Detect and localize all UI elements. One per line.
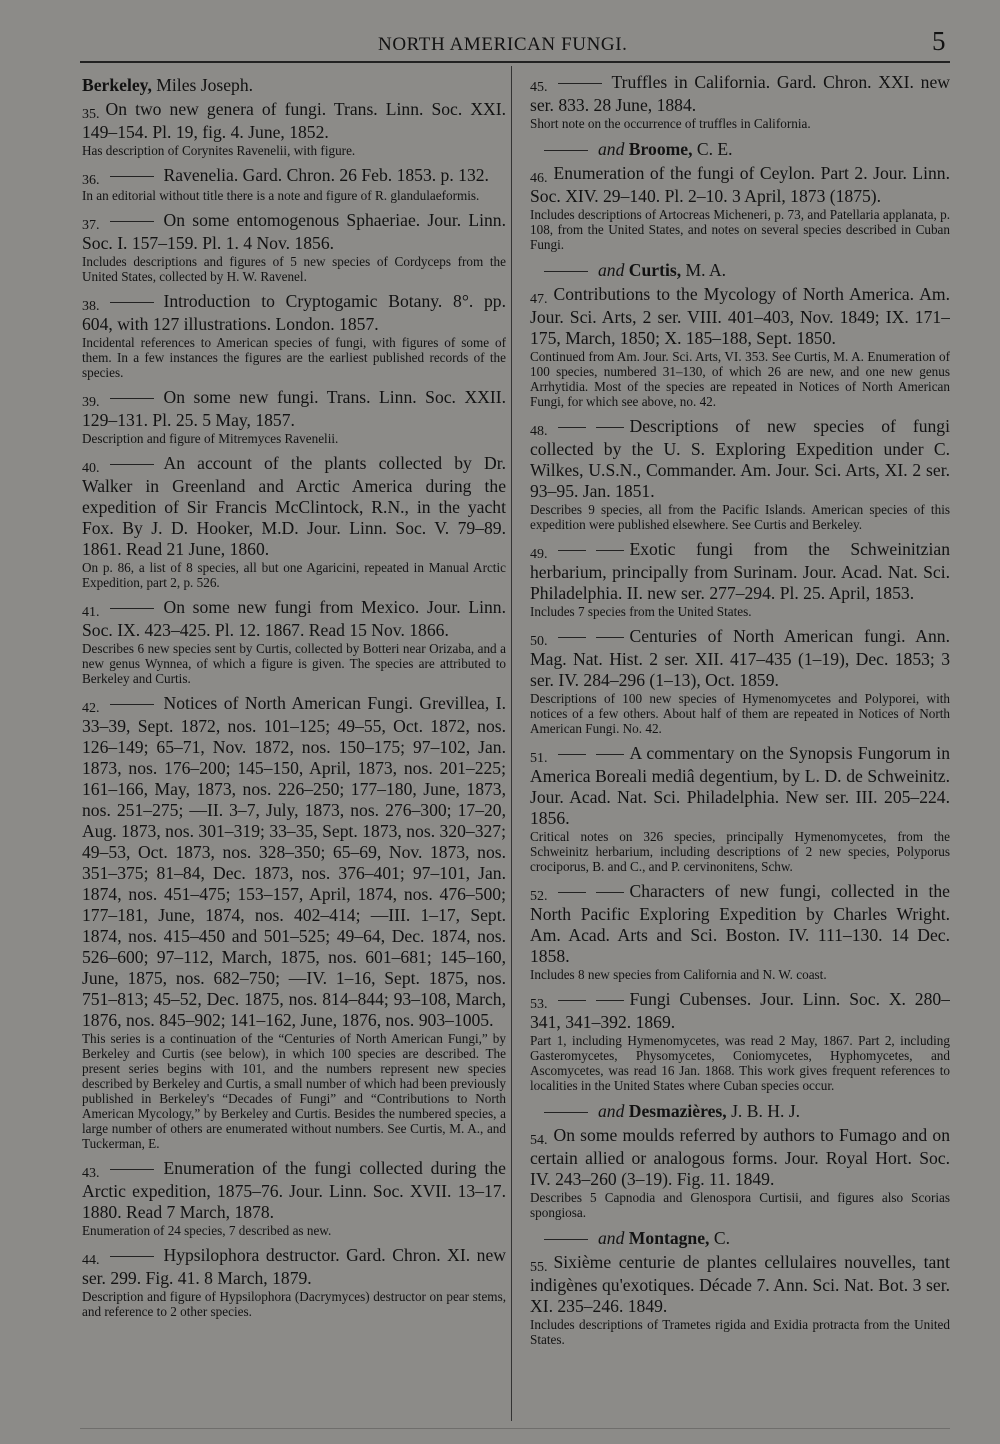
ditto-dash	[110, 464, 154, 465]
entry-annotation: Describes 9 species, all from the Pacific Islands. American species of this expedition were published elsewhere. See Curtis and Berkeley.	[530, 502, 950, 532]
ditto-dash	[110, 398, 154, 399]
coauthor-given-names: M. A.	[681, 260, 727, 280]
bibliography-entry	[530, 539, 950, 619]
entry-text: Notices of North American Fungi. Grevillea, I. 33–39, Sept. 1872, nos. 101–125; 49–55, Oct. 1872, nos. 126–149; 65–71, Nov. 1872, nos. 150–175; 97–102, Jan. 1873, nos. 176–200; 145–150, April, 1873, nos. 201–225; 161–166, May, 1873, nos. 226–250; 177–180, June, 1873, nos. 251–275; —II. 3–7, July, 1873, nos. 276–300; 17–20, Aug. 1873, nos. 301–319; 33–35, Sept. 1873, nos. 320–327; 49–53, Oct. 1873, nos. 328–350; 65–69, Nov. 1873, nos. 351–375; 81–84, Dec. 1873, nos. 376–401; 97–101, Jan. 1874, nos. 451–475; 153–157, April, 1874, nos. 476–500; 177–181, June, 1874, nos. 402–414; —III. 1–17, Sept. 1874, nos. 415–450 and 501–525; 49–64, Dec. 1874, nos. 526–600; 97–112, March, 1875, nos. 601–681; 145–160, June, 1875, nos. 682–750; —IV. 1–16, Sept. 1875, nos. 751–813; 45–52, Dec. 1875, nos. 814–844; 93–108, March, 1876, nos. 845–902; 141–162, June, 1876, nos. 903–1005.	[82, 693, 506, 1030]
entry-annotation: Describes 5 Capnodia and Glenospora Curtisii, and figures also Scorias spongiosa.	[530, 1190, 950, 1220]
entry-text: Enumeration of the fungi of Ceylon. Part 2. Jour. Linn. Soc. XIV. 29–140. Pl. 2–10. 3 April, 1873 (1875).	[530, 163, 950, 206]
ditto-dash	[544, 150, 588, 151]
entry-citation	[530, 989, 950, 1033]
ditto-dash	[558, 83, 602, 84]
entry-text: Descriptions of new species of fungi collected by the U. S. Exploring Expedition under C. Wilkes, U.S.N., Commander. Am. Jour. Sci. Arts, XI. 2 ser. 93–95. Jan. 1851.	[530, 416, 950, 501]
coauthor-heading	[530, 259, 950, 281]
entry-number: 54.	[530, 1133, 548, 1148]
entry-text: On some moulds referred by authors to Fumago and on certain allied or analogous forms. Jour. Royal Hort. Soc. IV. 243–260 (3–19). Fig. 11. 1849.	[530, 1125, 950, 1189]
entry-number: 41.	[82, 605, 100, 620]
entry-citation	[82, 1158, 506, 1223]
entry-text: Hypsilophora destructor. Gard. Chron. XI. new ser. 299. Fig. 41. 8 March, 1879.	[82, 1245, 506, 1288]
entry-number: 36.	[82, 173, 100, 188]
entry-text: Ravenelia. Gard. Chron. 26 Feb. 1853. p. 132.	[163, 165, 489, 185]
entry-citation	[530, 1125, 950, 1190]
entry-citation	[82, 387, 506, 431]
author-given-names: Miles Joseph.	[151, 75, 254, 95]
bibliography-entry	[82, 387, 506, 446]
bibliography-entry	[530, 1252, 950, 1347]
coauthor-name: Desmazières,	[628, 1101, 727, 1121]
entry-number: 43.	[82, 1166, 100, 1181]
ditto-dash	[110, 608, 154, 609]
coauthor-given-names: C.	[709, 1228, 730, 1248]
entry-text: Truffles in California. Gard. Chron. XXI. new ser. 833. 28 June, 1884.	[530, 72, 950, 115]
bibliography-entry	[530, 163, 950, 252]
entry-number: 39.	[82, 395, 100, 410]
entry-annotation: Description and figure of Mitremyces Ravenelii.	[82, 431, 339, 446]
bibliography-entry	[530, 626, 950, 736]
page-header	[0, 26, 1000, 60]
header-rule	[80, 61, 950, 63]
entry-annotation: Enumeration of 24 species, 7 described as new.	[82, 1223, 332, 1238]
ditto-dash	[558, 754, 586, 755]
coauthor-heading	[530, 138, 950, 160]
entry-number: 52.	[530, 889, 548, 904]
entry-annotation: Descriptions of 100 new species of Hymenomycetes and Polyporei, with notices of a few others. About half of them are repeated in Notices of North American Fungi. No. 42.	[530, 691, 950, 736]
bibliography-entry	[82, 165, 506, 203]
bibliography-entry	[82, 453, 506, 590]
entry-citation	[82, 291, 506, 335]
entry-citation	[530, 881, 950, 967]
ditto-dash	[596, 1000, 624, 1001]
ditto-dash	[110, 221, 154, 222]
bibliography-entry	[530, 72, 950, 131]
and-connector: and	[598, 139, 625, 159]
bibliography-entry	[530, 989, 950, 1093]
entry-text: Centuries of North American fungi. Ann. Mag. Nat. Hist. 2 ser. XII. 417–435 (1–19), Dec. 1853; 3 ser. IV. 284–296 (1–13), Oct. 1859.	[530, 626, 950, 690]
coauthor-heading	[530, 1100, 950, 1122]
entry-citation	[82, 693, 506, 1031]
entry-citation	[82, 99, 506, 143]
bibliography-entry	[530, 881, 950, 982]
entry-citation	[82, 210, 506, 254]
ditto-dash	[596, 754, 624, 755]
entry-number: 37.	[82, 218, 100, 233]
ditto-dash	[558, 892, 586, 893]
and-connector: and	[598, 1228, 625, 1248]
entry-annotation: Describes 6 new species sent by Curtis, collected by Botteri near Orizaba, and a new genus Wynnea, of which a figure is given. The species are attributed to Berkeley and Curtis.	[82, 641, 506, 686]
page-bottom-edge	[80, 1428, 950, 1429]
bibliography-entry	[530, 743, 950, 874]
entry-number: 46.	[530, 171, 548, 186]
bibliography-entry	[82, 99, 506, 158]
coauthor-heading	[530, 1227, 950, 1249]
left-column	[82, 72, 506, 1432]
entry-text: Characters of new fungi, collected in the North Pacific Exploring Expedition by Charles Wright. Am. Acad. Arts and Sci. Boston. IV. 111–130. 14 Dec. 1858.	[530, 881, 950, 966]
entry-annotation: Continued from Am. Jour. Sci. Arts, VI. 353. See Curtis, M. A. Enumeration of 100 species, numbered 31–130, of which 26 are new, and one new genus Arrhytidia. Most of the species are repeated in Notices of North American Fungi, for which see above, no. 42.	[530, 349, 950, 409]
ditto-dash	[596, 892, 624, 893]
entry-citation	[82, 1245, 506, 1289]
ditto-dash	[110, 176, 154, 177]
entry-citation	[530, 626, 950, 691]
entry-text: Exotic fungi from the Schweinitzian herbarium, principally from Surinam. Jour. Acad. Nat. Sci. Philadelphia. II. new ser. 277–294. Pl. 25. April, 1853.	[530, 539, 950, 603]
entry-number: 45.	[530, 80, 548, 95]
entry-number: 53.	[530, 997, 548, 1012]
author-name: Berkeley,	[82, 75, 152, 95]
entry-citation	[530, 416, 950, 502]
entry-citation	[82, 597, 506, 641]
ditto-dash	[110, 1256, 154, 1257]
entry-annotation: Includes 8 new species from California and N. W. coast.	[530, 967, 827, 982]
ditto-dash	[558, 550, 586, 551]
ditto-dash	[558, 427, 586, 428]
entry-number: 49.	[530, 547, 548, 562]
entry-citation	[530, 72, 950, 116]
entry-number: 44.	[82, 1253, 100, 1268]
author-heading	[82, 74, 506, 96]
coauthor-name: Broome,	[628, 139, 693, 159]
entry-annotation: On p. 86, a list of 8 species, all but one Agaricini, repeated in Manual Arctic Expedition, part 2, p. 526.	[82, 560, 506, 590]
ditto-dash	[596, 637, 624, 638]
entry-annotation: Part 1, including Hymenomycetes, was read 2 May, 1867. Part 2, including Gasteromycetes, Physomycetes, Coniomycetes, Hyphomycetes, and Ascomycetes, was read 16 Jan. 1868. This work gives frequent references to localities in the United States where Cuban species occur.	[530, 1033, 950, 1093]
entry-text: Enumeration of the fungi collected during the Arctic expedition, 1875–76. Jour. Linn. Soc. XVII. 13–17. 1880. Read 7 March, 1878.	[82, 1158, 506, 1222]
ditto-dash	[596, 427, 624, 428]
entry-number: 51.	[530, 751, 548, 766]
coauthor-given-names: C. E.	[692, 139, 733, 159]
bibliography-entry	[530, 1125, 950, 1220]
and-connector: and	[598, 1101, 625, 1121]
entry-text: On some new fungi from Mexico. Jour. Linn. Soc. IX. 423–425. Pl. 12. 1867. Read 15 Nov. 1866.	[82, 597, 506, 640]
entry-citation	[530, 163, 950, 207]
ditto-dash	[110, 1169, 154, 1170]
ditto-dash	[544, 1239, 588, 1240]
entry-number: 55.	[530, 1260, 548, 1275]
bibliography-entry	[82, 210, 506, 284]
entry-annotation: In an editorial without title there is a note and figure of R. glandulaeformis.	[82, 188, 480, 203]
entry-text: On some new fungi. Trans. Linn. Soc. XXII. 129–131. Pl. 25. 5 May, 1857.	[82, 387, 506, 430]
entry-annotation: Critical notes on 326 species, principally Hymenomycetes, from the Schweinitz herbarium, including descriptions of 2 new species, Polyporus crociporus, B. and C., and P. cervinonitens, Schw.	[530, 829, 950, 874]
coauthor-name: Montagne,	[628, 1228, 710, 1248]
entry-annotation: Has description of Corynites Ravenelii, with figure.	[82, 143, 356, 158]
entry-number: 47.	[530, 292, 548, 307]
entry-annotation: Description and figure of Hypsilophora (Dacrymyces) destructor on pear stems, and reference to 2 other species.	[82, 1289, 506, 1319]
bibliography-entry	[82, 1158, 506, 1238]
and-connector: and	[598, 260, 625, 280]
entry-citation	[82, 453, 506, 560]
ditto-dash	[558, 637, 586, 638]
bibliography-entry	[530, 416, 950, 532]
page-number: 5	[932, 26, 946, 56]
entry-text: An account of the plants collected by Dr. Walker in Greenland and Arctic America during the expedition of Sir Francis McClintock, R.N., in the yacht Fox. By J. D. Hooker, M.D. Jour. Linn. Soc. V. 79–89. 1861. Read 21 June, 1860.	[82, 453, 506, 559]
bibliography-entry	[530, 284, 950, 409]
entry-text: A commentary on the Synopsis Fungorum in America Boreali mediâ degentium, by L. D. de Schweinitz. Jour. Acad. Nat. Sci. Philadelphia. New ser. III. 205–224. 1856.	[530, 743, 950, 828]
entry-citation	[530, 539, 950, 604]
entry-annotation: Includes 7 species from the United States.	[530, 604, 752, 619]
entry-number: 40.	[82, 461, 100, 476]
entry-citation	[530, 284, 950, 349]
entry-citation	[530, 743, 950, 829]
entry-annotation: Short note on the occurrence of truffles in California.	[530, 116, 811, 131]
entry-text: On some entomogenous Sphaeriae. Jour. Linn. Soc. I. 157–159. Pl. 1. 4 Nov. 1856.	[82, 210, 506, 253]
entry-text: Sixième centurie de plantes cellulaires nouvelles, tant indigènes qu'exotiques. Décade 7. Ann. Sci. Nat. Bot. 3 ser. XI. 235–246. 1849.	[530, 1252, 950, 1316]
entry-text: Contributions to the Mycology of North America. Am. Jour. Sci. Arts, 2 ser. VIII. 401–403, Nov. 1849; IX. 171–175, March, 1850; X. 185–188, Sept. 1850.	[530, 284, 950, 348]
entry-annotation: Incidental references to American species of fungi, with figures of some of them. In a few instances the figures are the earliest published records of the species.	[82, 335, 506, 380]
bibliography-entry	[82, 291, 506, 380]
entry-annotation: Includes descriptions and figures of 5 new species of Cordyceps from the United States, collected by H. W. Ravenel.	[82, 254, 506, 284]
ditto-dash	[544, 1112, 588, 1113]
coauthor-given-names: J. B. H. J.	[726, 1101, 800, 1121]
entry-citation	[530, 1252, 950, 1317]
coauthor-name: Curtis,	[628, 260, 682, 280]
ditto-dash	[110, 302, 154, 303]
entry-number: 35.	[82, 107, 100, 122]
ditto-dash	[558, 1000, 586, 1001]
column-divider	[511, 66, 512, 1421]
entry-annotation: This series is a continuation of the “Centuries of North American Fungi,” by Berkeley and Curtis (see below), in which 100 species are described. The present series begins with 101, and the numbers represent new species described by Berkeley and Curtis, a small number of which had been previously published in Berkeley's “Decades of Fungi” and “Contributions to North American Mycology,” by Berkeley and Curtis. Besides the numbered species, a large number of others are enumerated without numbers. See Curtis, M. A., and Tuckerman, E.	[82, 1031, 506, 1151]
entry-text: Fungi Cubenses. Jour. Linn. Soc. X. 280–341, 341–392. 1869.	[530, 989, 950, 1032]
entry-text: On two new genera of fungi. Trans. Linn. Soc. XXI. 149–154. Pl. 19, fig. 4. June, 1852.	[82, 99, 506, 142]
ditto-dash	[596, 550, 624, 551]
entry-citation	[82, 165, 506, 188]
entry-number: 48.	[530, 424, 548, 439]
bibliography-entry	[82, 1245, 506, 1319]
running-title: NORTH AMERICAN FUNGI.	[378, 34, 628, 55]
entry-annotation: Includes descriptions of Artocreas Micheneri, p. 73, and Patellaria applanata, p. 108, from the United States, and notes on several species described in Cuban Fungi.	[530, 207, 950, 252]
bibliography-entry	[82, 693, 506, 1151]
right-column	[530, 72, 950, 1432]
entry-text: Introduction to Cryptogamic Botany. 8°. pp. 604, with 127 illustrations. London. 1857.	[82, 291, 506, 334]
entry-number: 50.	[530, 634, 548, 649]
bibliography-entry	[82, 597, 506, 686]
ditto-dash	[544, 271, 588, 272]
entry-annotation: Includes descriptions of Trametes rigida and Exidia protracta from the United States.	[530, 1317, 950, 1347]
entry-number: 38.	[82, 299, 100, 314]
ditto-dash	[110, 704, 154, 705]
entry-number: 42.	[82, 701, 100, 716]
